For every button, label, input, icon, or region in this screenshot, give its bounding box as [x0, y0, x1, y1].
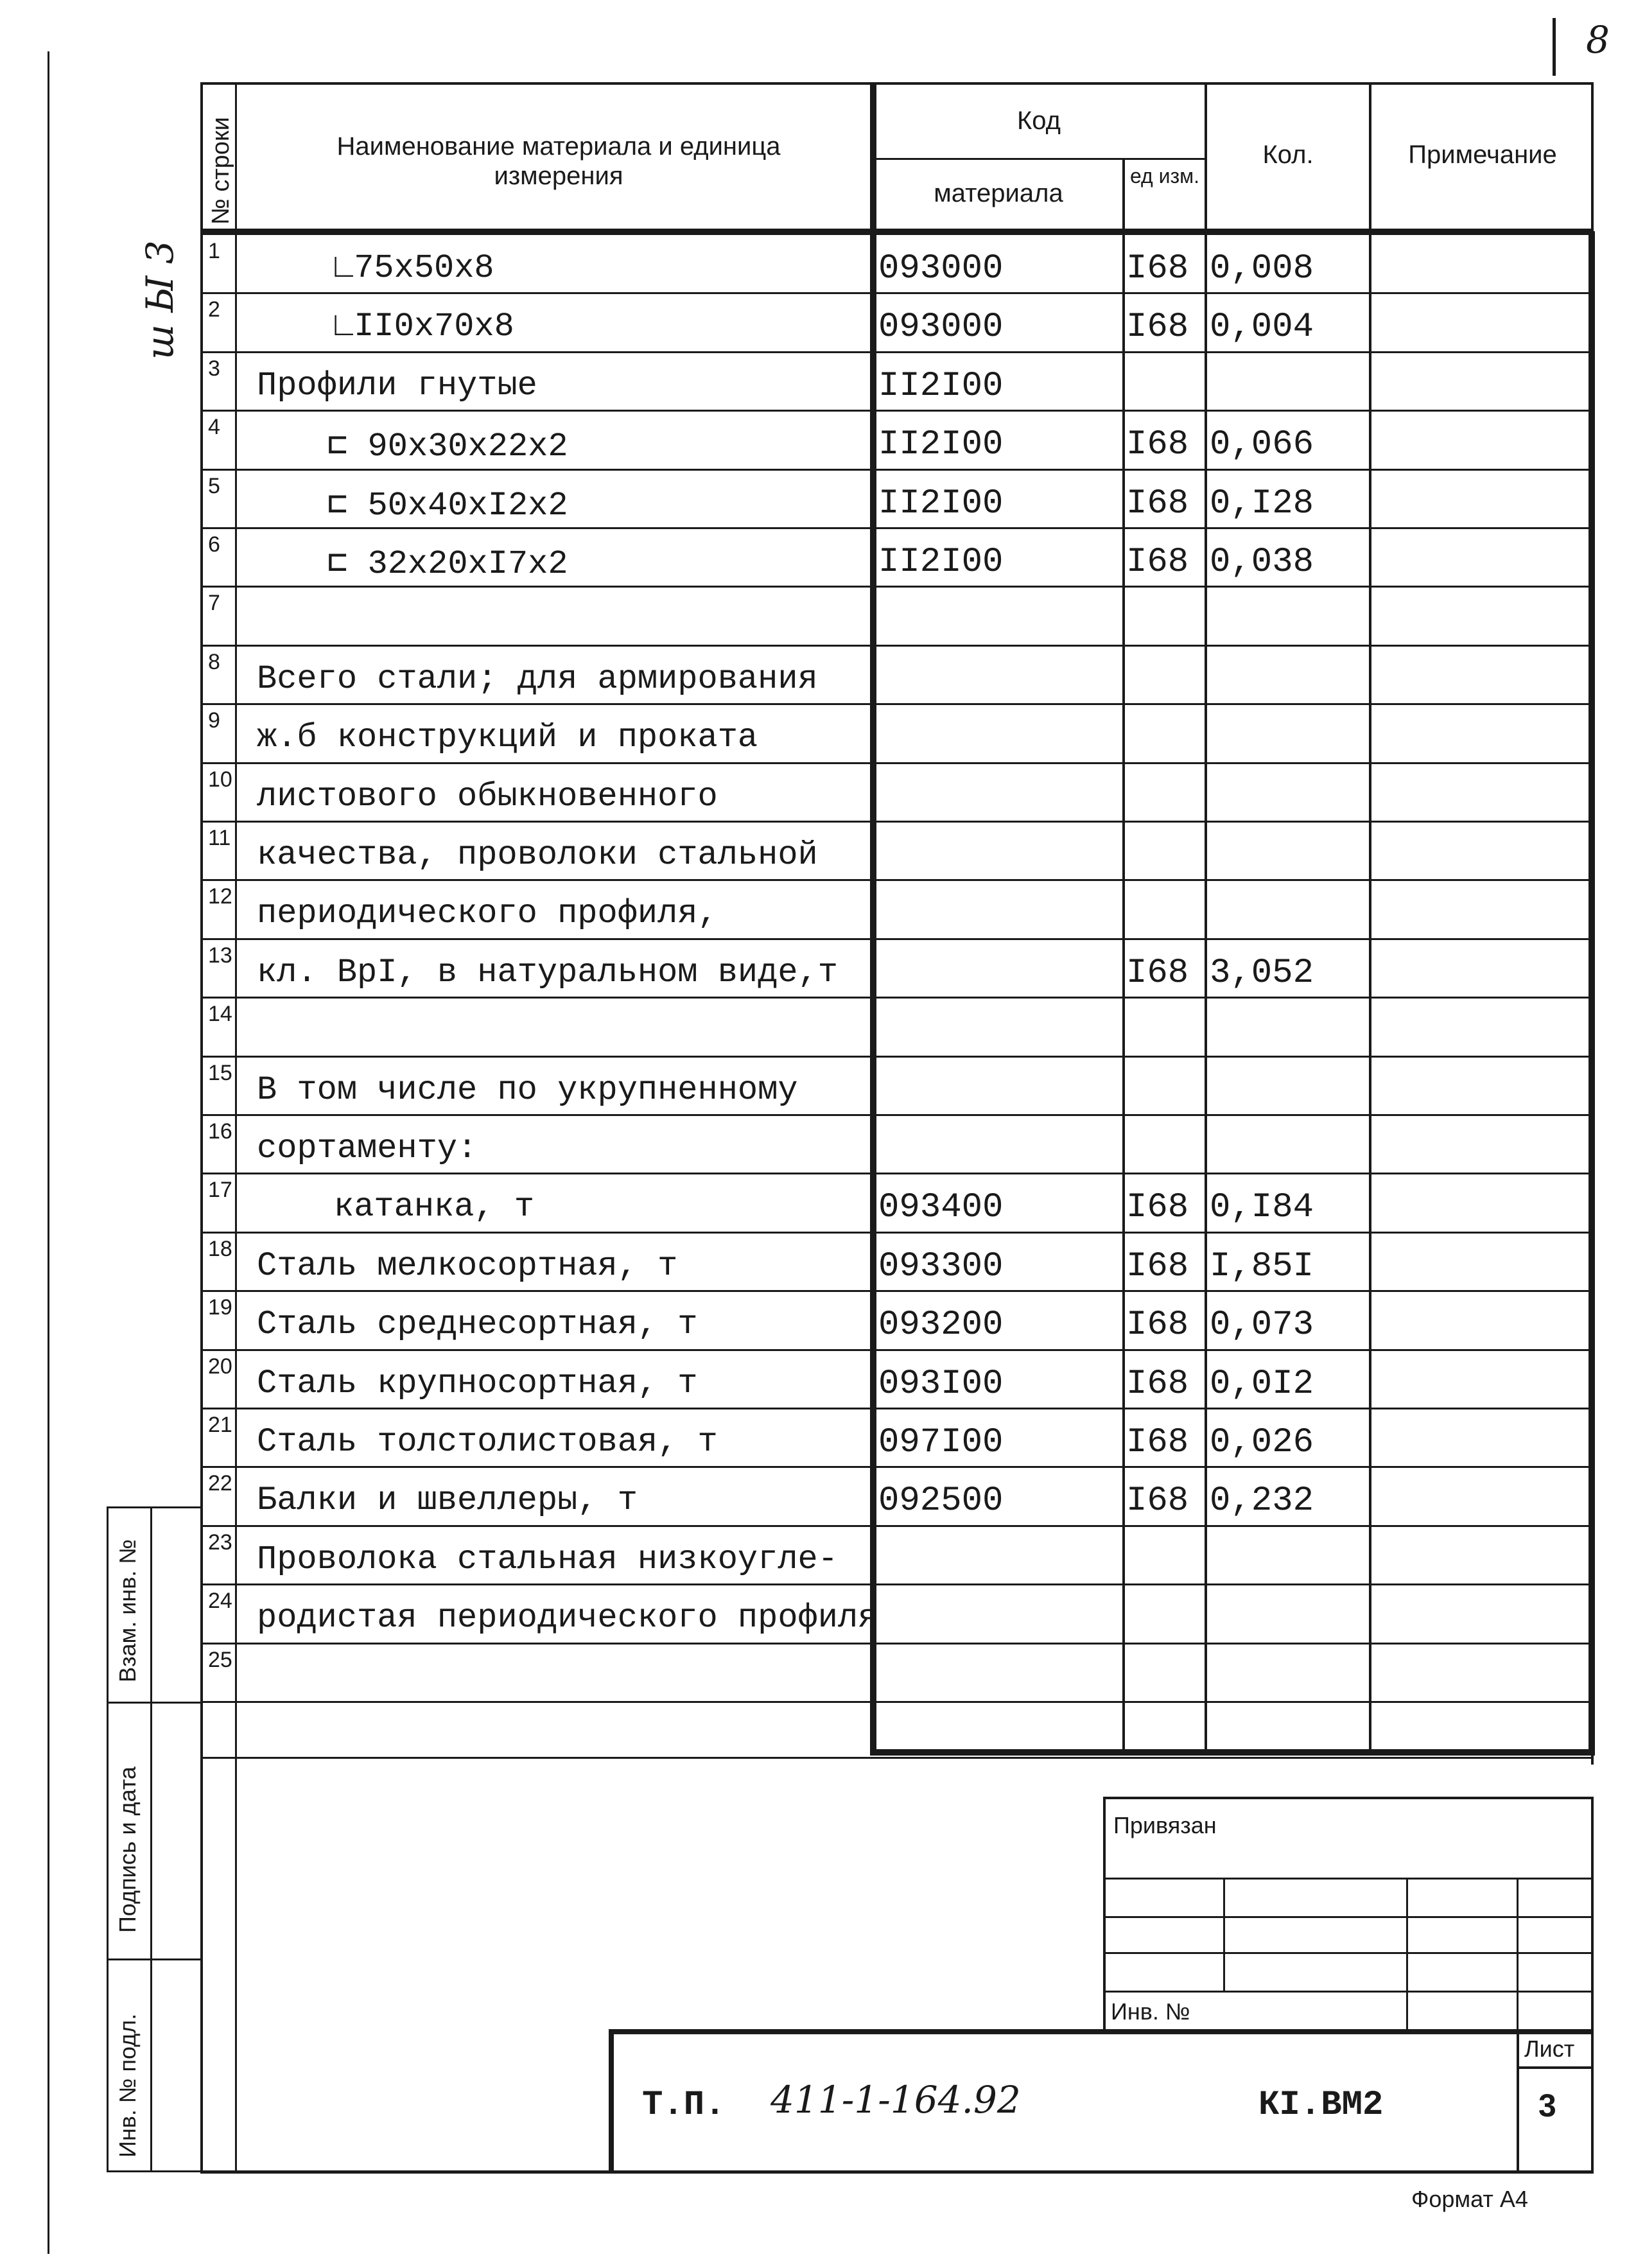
row-unit-code: I68	[1126, 484, 1189, 523]
row-quantity: 3,052	[1210, 954, 1314, 993]
row-unit-code: I68	[1126, 543, 1189, 582]
row-name: Профили гнутые	[257, 367, 537, 405]
row-material-code: 093400	[878, 1188, 1004, 1227]
row-material-code: 097I00	[878, 1423, 1004, 1462]
stamp-vzam-inv: Взам. инв. №	[114, 1539, 141, 1682]
row-quantity: I,85I	[1210, 1247, 1314, 1286]
row-material-code: 093000	[878, 249, 1004, 288]
row-name: ∟75x50x8	[334, 249, 494, 287]
row-number: 3	[208, 356, 220, 381]
header-row-no: № строки	[207, 117, 234, 225]
row-number: 24	[208, 1589, 232, 1613]
row-name: ∟II0x70x8	[334, 308, 514, 345]
row-name: качества, проволоки стальной	[257, 836, 818, 874]
row-number: 16	[208, 1119, 232, 1144]
row-name: ж.б конструкций и проката	[257, 719, 758, 756]
table-row	[203, 587, 1591, 645]
row-number: 17	[208, 1178, 232, 1202]
row-number: 5	[208, 474, 220, 498]
row-number: 12	[208, 884, 232, 909]
row-quantity: 0,066	[1210, 425, 1314, 464]
row-name: родистая периодического профиля	[257, 1599, 878, 1637]
tp-label: Т.П.	[642, 2086, 726, 2125]
row-name: Сталь толстолистовая, т	[257, 1423, 718, 1461]
row-name: катанка, т	[334, 1188, 535, 1226]
row-name: периодического профиля,	[257, 894, 718, 932]
row-number: 9	[208, 708, 220, 733]
row-unit-code: I68	[1126, 249, 1189, 288]
list-value: 3	[1538, 2088, 1556, 2124]
row-material-code: II2I00	[878, 367, 1004, 406]
header-material-code: материала	[934, 179, 1063, 207]
row-name: кл. ВрI, в натуральном виде,т	[257, 954, 838, 991]
row-number: 4	[208, 415, 220, 439]
row-quantity: 0,232	[1210, 1481, 1314, 1521]
row-quantity: 0,026	[1210, 1423, 1314, 1462]
page-number: 8	[1586, 18, 1610, 62]
row-name: Сталь среднесортная, т	[257, 1305, 698, 1343]
row-name: ⊏ 90x30x22x2	[327, 428, 568, 466]
row-number: 1	[208, 239, 220, 263]
row-quantity: 0,I84	[1210, 1188, 1314, 1227]
stamp-podpis-data: Подпись и дата	[114, 1766, 141, 1933]
row-quantity: 0,004	[1210, 308, 1314, 347]
margin-handwriting: ш Ы 3	[138, 240, 182, 360]
list-label: Лист	[1524, 2036, 1575, 2062]
row-unit-code: I68	[1126, 1423, 1189, 1462]
row-number: 14	[208, 1002, 232, 1026]
row-unit-code: I68	[1126, 1188, 1189, 1227]
format-label: Формат А4	[1411, 2186, 1528, 2212]
header-unit-code: ед изм.	[1129, 164, 1200, 188]
row-material-code: II2I00	[878, 425, 1004, 464]
header-code: Код	[1016, 107, 1061, 135]
row-number: 20	[208, 1354, 232, 1379]
row-material-code: 093200	[878, 1305, 1004, 1345]
row-number: 13	[208, 943, 232, 968]
row-material-code: 093I00	[878, 1365, 1004, 1404]
row-number: 23	[208, 1530, 232, 1555]
row-quantity: 0,I28	[1210, 484, 1314, 523]
row-unit-code: I68	[1126, 1365, 1189, 1404]
row-number: 22	[208, 1471, 232, 1496]
row-name: ⊏ 50x40xI2x2	[327, 487, 568, 525]
row-number: 21	[208, 1413, 232, 1437]
row-quantity: 0,073	[1210, 1305, 1314, 1345]
row-unit-code: I68	[1126, 1305, 1189, 1345]
row-number: 2	[208, 297, 220, 322]
row-unit-code: I68	[1126, 308, 1189, 347]
header-note: Примечание	[1408, 141, 1557, 169]
row-unit-code: I68	[1126, 1481, 1189, 1521]
row-name: В том числе по укрупненному	[257, 1071, 798, 1109]
header-name: Наименование материала и единица измерения	[336, 132, 781, 190]
row-name: Сталь мелкосортная, т	[257, 1247, 678, 1285]
row-material-code: 093000	[878, 308, 1004, 347]
row-name: сортаменту:	[257, 1130, 478, 1167]
privyazan-label: Привязан	[1113, 1812, 1217, 1838]
document-code: КI.ВМ2	[1258, 2086, 1384, 2125]
table-row	[203, 998, 1591, 1056]
row-number: 19	[208, 1295, 232, 1320]
row-name: Проволока стальная низкоугле-	[257, 1540, 838, 1578]
row-name: Сталь крупносортная, т	[257, 1365, 698, 1402]
tp-number: 411-1-164.92	[770, 2078, 1021, 2122]
row-unit-code: I68	[1126, 954, 1189, 993]
row-number: 7	[208, 591, 220, 615]
stamp-inv-podl: Инв. № подл.	[114, 2013, 141, 2158]
row-quantity: 0,008	[1210, 249, 1314, 288]
table-row	[203, 1644, 1591, 1702]
header-qty: Кол.	[1262, 141, 1314, 169]
row-number: 10	[208, 767, 232, 792]
row-material-code: 092500	[878, 1481, 1004, 1521]
row-number: 15	[208, 1061, 232, 1085]
row-name: Балки и швеллеры, т	[257, 1481, 638, 1519]
row-number: 8	[208, 650, 220, 674]
row-quantity: 0,0I2	[1210, 1365, 1314, 1404]
row-quantity: 0,038	[1210, 543, 1314, 582]
row-name: Всего стали; для армирования	[257, 660, 818, 698]
row-material-code: II2I00	[878, 484, 1004, 523]
row-number: 25	[208, 1648, 232, 1672]
row-material-code: II2I00	[878, 543, 1004, 582]
row-number: 6	[208, 532, 220, 557]
row-number: 11	[208, 826, 231, 850]
row-name: листового обыкновенного	[257, 778, 718, 816]
row-unit-code: I68	[1126, 425, 1189, 464]
row-material-code: 093300	[878, 1247, 1004, 1286]
row-name: ⊏ 32x20xI7x2	[327, 545, 568, 583]
row-unit-code: I68	[1126, 1247, 1189, 1286]
row-number: 18	[208, 1237, 232, 1261]
inv-no-label: Инв. №	[1111, 1998, 1190, 2025]
